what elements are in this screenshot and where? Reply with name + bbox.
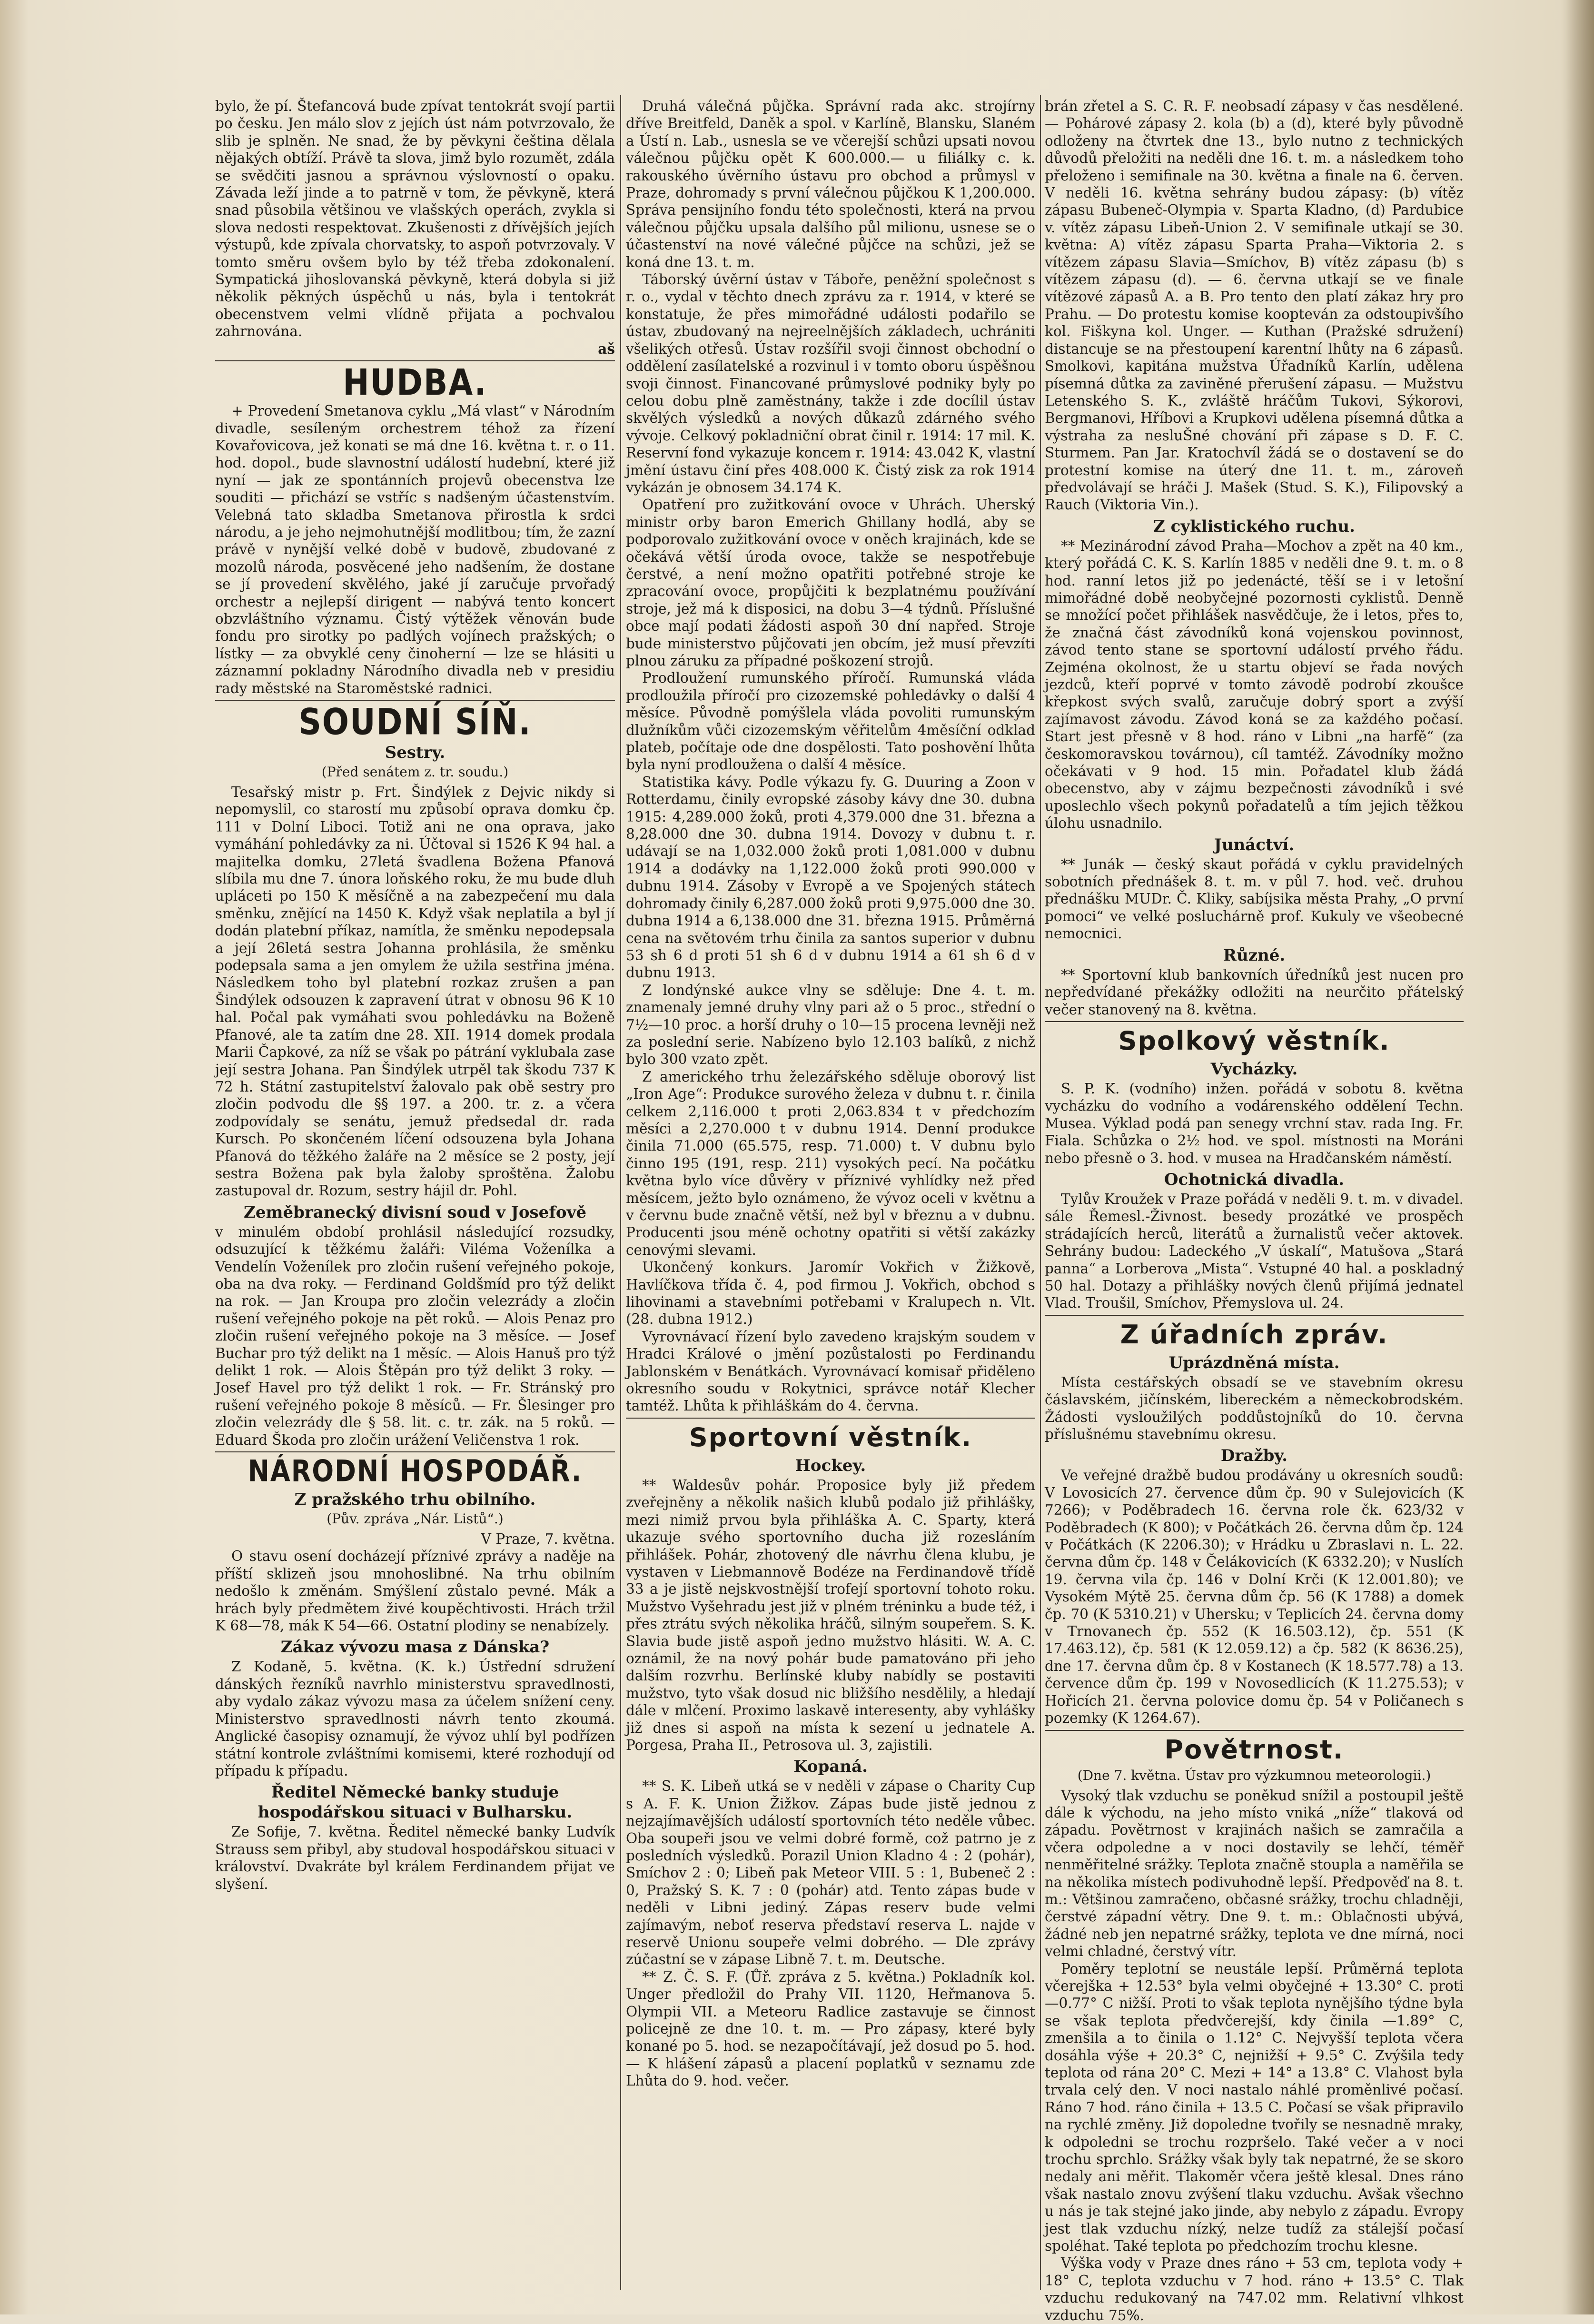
article-heading: Ochotnická divadla. (1164, 1170, 1345, 1189)
article-coffee: Statistika kávy. Podle výkazu fy. G. Duuring a Zoon v Rotterdamu, činily evropské zásoby kávy dne 30. dubna 1915: 4,289.000 žoků, proti 4,379.000 dne 31. března a 8,28.000 dne 30. dubna 1914. Dovozy v dubnu t. r. udávají se na 1,032.000 žoků proti 1,081.000 v dubnu 1914 a dodávky na 1,122.000 žoků proti 990.000 v dubnu 1914. Zásoby v Evropě a ve Spojených státech dohromady činily 6,287.000 žoků proti 9,975.000 dne 30. dubna 1914 a 6,138.000 dne 31. března 1915. Průměrná cena na světovém trhu činila za santos superior v dubnu 53 sh 6 d proti 51 sh 6 d v dubnu 1914 a 61 sh 6 d v dubnu 1913. (626, 774, 1035, 981)
article-heading: Vycházky. (1210, 1059, 1298, 1079)
section-title-clubs: Spolkový věstník. (1118, 1025, 1390, 1056)
article-meat-export: Z Kodaně, 5. května. (K. k.) Ústřední sdružení dánských řezníků navrhlo ministerstvu spravedlnosti, aby vydalo zákaz vývozu masa za účelem snížení ceny. Ministerstvo spravedlnosti návrh tento zkoumá. Anglické časopisy oznamují, že vývoz uhlí byl podřízen státní kontrole zvláštními komisemi, které rozhodují od případu k případu. (215, 1659, 615, 1779)
page-fold-shadow (1561, 0, 1594, 2314)
section-title-music: HUDBA. (343, 361, 487, 404)
theatre-review-end: bylo, že pí. Štefancová bude zpívat tentokrát svojí partii po česku. Jen málo slov z jejích úst nám potvrzovalo, že slib je splněn. Ne snad, že by pěvkyni čeština dělala nějakých obtíží. Právě ta slova, jimž bylo rozumět, zdála se svědčiti jasnou a správnou výslovností o opaku. Závada leží jinde a to patrně v tom, že pěvkyně, která snad působila většinou ve vlašských operách, zvykla si slova nedosti respektovat. Zkušenosti z dřívějších jejích výstupů, kde zpívala chorvatsky, to aspoň potvrzovaly. V tomto směru ovšem bylo by též třeba zdokonalení. Sympatická jihoslovanská pěvkyně, která dobyla si již několik pěkných úspěchů u nás, byla i tentokrát obecenstvem velmi vlídně přijata a pochvalou zahrnována. (215, 98, 615, 340)
article-temperature: Poměry teplotní se neustále lepší. Průměrná teplota včerejška + 12.53° byla velmi obyčejné + 13.30° C. proti —0.77° C nižší. Proti to však teplota nynějšího týdne byla se však teplota předvčerejší, kdy činila —1.89° C, zmenšila a to činila o 1.12° C. Nejvyšší teplota včera dosáhla výše + 20.3° C, nejnižší + 9.5° C. Zvýšila tedy teplota od rána 20° C. Mezi + 14° a 13.8° C. Vlahost byla trvala celý den. V noci nastalo náhlé proměnlivé počasí. Ráno 7 hod. ráno činila + 13.5 C. Počasí se však připravilo na rychlé změny. Již dopoledne tvořily se nesnadně mraky, k odpoledni se trochu rozpršelo. Také večer a v noci trochu sprchlo. Srážky však byly tak nepatrné, že se skoro nedaly ani měřit. Tlakoměr včera ještě klesal. Dnes ráno však nastalo znovu zvýšení tlaku vzduchu. Avšak všechno u nás je tak stejné jako jinde, aby nebylo z západu. Evropy jest tlak vzduchu nízký, nelze tudíž za stálejší počasí spoléhat. Také teplota po předchozím trochu klesne. (1045, 1960, 1464, 2254)
article-amateur-theatre: Tylův Kroužek v Praze pořádá v neděli 9. t. m. v divadel. sále Řemesl.-Živnost. besedy prozátké ve prospěch strádajících herců, literátů a žurnalistů večer aktovek. Sehrány budou: Ladeckého „V úskalí“, Matušova „Stará panna“ a Lorberova „Mista“. Vstupné 40 hal. a poskladný 50 hal. Dotazy a přihlášky nových členů přijímá jednatel Vlad. Troušil, Smíchov, Přemyslova ul. 24. (1045, 1191, 1464, 1311)
article-football-cont: brán zřetel a S. C. R. F. neobsadí zápasy v čas nesdělené. — Pohárové zápasy 2. kola (b) a (d), které byly původně odloženy na čtvrtek dne 13., bylo nutno z technických důvodů přeložiti na neděli dne 16. t. m. a následkem toho přeloženo i semifinale na 30. května a finale na 6. červen. V neděli 16. května sehrány budou zápasy: (b) vítěz zápasu Bubeneč-Olympia v. Sparta Kladno, (d) Pardubice v. vítěz zápasu Libeň-Union 2. V semifinale utkají se 30. května: A) vítěz zápasu Sparta Praha—Viktoria 2. s vítězem zápasu Slavia—Smíchov, B) vítěz zápasu (b) s vítězem zápasu (d). — 6. června utkají se ve finale vítězové zápasů A. a B. Pro tento den platí zákaz hry pro Prahu. — Do protestu komise koopteván za odstoupivšího kol. Fiškyna kol. Unger. — Kuthan (Pražské sdružení) distancuje se na přestoupení karentní lhůty na 6 zápasů. Smolkovi, kapitána mužstva Úřadníků Karlín, udělena písemná důtka za zaviněné přerušení zápasu. — Mužstvu Letenského S. K., zvláště hráčům Tukovi, Sýkorovi, Bergmanovi, Hříbovi a Krupkovi udělena písemná důtka a výstraha za nesluŠné chování při zápase s D. F. C. Sturmem. Pan Jar. Kratochvíl žádá se o dostavení se do protestní komise na úterý dne 11. t. m., zároveň předvolávají se hráči J. Mašek (Stud. S. K.), Filipovský a Rauch (Viktoria Vin.). (1045, 98, 1464, 513)
column-right (1045, 98, 1464, 2324)
article-war-loan: Druhá válečná půjčka. Správní rada akc. strojírny dříve Breitfeld, Daněk a spol. v Karlíně, Blansku, Slaném a Ústí n. Lab., usnesla se ve včerejší schůzi upsati novou válečnou půjčku opět K 600.000.— u filiálky c. k. rakouského úvěrního ústavu pro obchod a průmysl v Praze, dohromady s první válečnou půjčkou K 1,200.000. Správa pensijního fondu této společnosti, která na prvou válečnou půjčku upsala dalšího půl milionu, usnese se o účastenství na nové válečné půjčce na schůzi, jež se koná dne 13. t. m. (626, 98, 1035, 270)
dateline: V Praze, 7. května. (481, 1531, 615, 1548)
article-subheading: (Dne 7. května. Ústav pro výzkumnou meteorologii.) (1077, 1767, 1431, 1783)
section-title-economy: NÁRODNÍ HOSPODÁŘ. (248, 1454, 583, 1489)
article-auctions: Ve veřejné dražbě budou prodávány u okresních soudů: V Lovosicích 27. července dům čp. 90 v Sulejovicích (K 7266); v Poděbradech 16. června role čk. 623/32 v Poděbradech (K 800); v Počátkách 26. června dům čp. 124 v Počátkách (K 2206.30); v Hrádku u Zbraslavi n. L. 22. června dům čp. 148 v Čelákovicích (K 6332.20); v Nuslích 19. června vila čp. 146 v Dolní Krči (K 12.001.80); ve Vysokém Mýtě 25. června dům čp. 56 (K 1788) a domek čp. 70 (K 5310.21) v Uhersku; v Teplicích 24. června domy v Trnovanech čp. 552 (K 16.503.12), čp. 551 (K 17.463.12), čp. 581 (K 12.059.12) a čp. 582 (K 8636.25), dne 17. června dům čp. 8 v Kostanech (K 18.577.78) a 13. července dům čp. 199 v Novosedlicích (K 11.275.53); v Hořicích 21. června polovice domu čp. 54 v Poličanech s pozemky (K 1264.67). (1045, 1467, 1464, 1727)
column-rule (620, 95, 621, 2290)
article-tabor-bank: Táborský úvěrní ústav v Táboře, peněžní společnost s r. o., vydal v těchto dnech zprávu za r. 1914, v které se konstatuje, že přes mimořádné události podařilo se ústav, zbudovaný na nejreelnějších základech, uchrániti všelikých otřesů. Ústav rozšířil svoji činnost obchodní o oddělení zasílatelské a rozvinul i v tomto oboru úspěšnou svoji činnost. Financované průmyslové podniky byly po celou dobu plně zaměstnány, takže i zde docílil ústav skvělých výsledků a nových důkazů zdárného svého vývoje. Celkový pokladniční obrat činil r. 1914: 17 mil. K. Reservní fond vykazuje koncem r. 1914: 43.042 K, vlastní jmění ústavu činí přes 408.000 K. Čistý zisk za rok 1914 vykázán je obnosem 34.174 K. (626, 271, 1035, 496)
article-weather: Vysoký tlak vzduchu se poněkud snížil a postoupil ještě dále k východu, na jeho místo vniká „níže“ tlaková od západu. Povětrnost v krajinách našich se zamračila a včera odpoledne a v noci dostavily se lehčí, téměř nenměřitelné srážky. Teplota značně stoupla a naměřila se na několika místech podivuhodně lepší. Předpověď na 8. t. m.: Většinou zamračeno, občasné srážky, trochu chladněji, čerstvé západní větry. Dne 9. t. m.: Oblačnosti ubývá, žádné neb jen nepatrné srážky, teplota ve dne mírná, noci velmi chladné, čerstvý vítr. (1045, 1787, 1464, 1960)
article-bankruptcy: Ukončený konkurs. Jaromír Vokřich v Žižkově, Havlíčkova třída č. 4, pod firmou J. Vokřich, obchod s lihovinami a stavebními potřebami v Kralupech n. Vlt. (28. dubna 1912.) (626, 1259, 1035, 1328)
author-signature: aš (598, 340, 615, 357)
article-football-2: ** Z. Č. S. F. (Ůř. zpráva z 5. května.) Pokladník kol. Unger předložil do Prahy VII. 1120, Heřmanova 5. Olympii VII. a Meteoru Radlice zastavuje se činnost policejně ze dne 10. t. m. — Pro zápasy, které byly konané po 5. hod. se nezapočítávají, jež dosud po 5. hod. — K hlášení zápasů a placení poplatků v seznamu zde Lhůta do 9. hod. večer. (626, 1968, 1035, 2089)
article-bank-director: Ze Sofije, 7. května. Ředitel německé banky Ludvík Strauss sem přibyl, aby studoval hospodářskou situaci v království. Dvakráte byl králem Ferdinandem přijat ve slyšení. (215, 1824, 615, 1892)
divider (1045, 1730, 1464, 1731)
article-excursions: S. P. K. (vodního) inžen. pořádá v sobotu 8. května vycházku do vodního a vodárenského oddělení Techn. Musea. Výklad podá pan senegy vrchní stav. rada Ing. Fr. Fiala. Schůzka o 2½ hod. ve spol. místnosti na Moráni nebo přesně o 3. hod. v musea na Hradčanském náměstí. (1045, 1080, 1464, 1166)
article-heading: Ředitel Německé banky studuje hospodářskou situaci v Bulharsku. (257, 1783, 573, 1822)
article-misc: ** Sportovní klub bankovních úředníků jest nucen pro nepředvídané překážky odložiti na neurčito přátelský večer stanovený na 8. května. (1045, 966, 1464, 1018)
article-subheading: (Pův. zpráva „Nár. Listů“.) (327, 1511, 504, 1527)
section-title-official: Z úřadních zpráv. (1120, 1319, 1388, 1350)
article-heading: Hockey. (795, 1456, 866, 1475)
article-wool: Z londýnské aukce vlny se sděluje: Dne 4. t. m. znamenaly jemné druhy vlny pari až o 5 proc., střední o 7½—10 proc. a horší druhy o 10—15 procena levněji než za poslední serie. Nabízeno bylo 12.103 balíků, z nichž bylo 300 vzato zpět. (626, 982, 1035, 1068)
article-heading: Z pražského trhu obilního. (294, 1490, 536, 1510)
section-title-sport: Sportovní věstník. (689, 1422, 972, 1452)
column-left (215, 98, 615, 2287)
article-scouts: ** Junák — český skaut pořádá v cyklu pravidelných sobotních přednášek 8. t. m. v půl 7. hod. več. druhou přednášku MUDr. Č. Kliky, sabíjsika města Prahy, „O první pomoci“ ve velké posluchárně prof. Kukuly ve všeobecné nemocnici. (1045, 856, 1464, 942)
article-grain-market: O stavu osení docházejí příznivé zprávy a naděje na příští sklizeň jsou mnohoslibné. Na trhu obilním nedošlo k změnám. Smýšlení zůstalo pevné. Mák a hrách byly předmětem živé koupěchtivosti. Hrách tržil K 68—78, mák K 54—66. Ostatní plodiny se nenabízely. (215, 1548, 615, 1634)
article-music: + Provedení Smetanova cyklu „Má vlast“ v Národním divadle, sesíleným orchestrem téhož za řízení Kovařovicova, jež konati se má dne 16. května t. r. o 11. hod. dopol., bude slavnostní událostí hudební, které již nyní — jak ze spontánních projevů obecenstva lze souditi — přichází se vstříc s nadšeným účastenstvím. Velebná tato skladba Smetanova přirostla k srdci národu, a je jeho nejmohutnější modlitbou; tím, že zazní právě v nynější velké době v budově, zbudované z mozolů národa, posvěcené jeho nadšením, že dostane se jí provedení skvělého, jaké jí zaručuje prvořadý orchestr a nejlepší dirigent — nabývá tento koncert obzvláštního významu. Čistý výtěžek věnován bude fondu pro sirotky po padlých vojínech pražských; o lístky — za obvyklé ceny činoherní — lze se hlásiti u záznamní pokladny Národního divadla neb v presidiu rady městské na Staroměstské radnici. (215, 403, 615, 696)
column-middle (626, 98, 1035, 2287)
divider (215, 1451, 615, 1452)
article-military-court: v minulém období prohlásil následující rozsudky, odsuzující k těžkému žaláři: Viléma Voženílka a Vendelín Voženílek pro zločin rušení veřejného pokoje, oba na dva roky. — Ferdinand Goldšmíd pro týž delikt na rok. — Jan Kroupa pro zločin velezrády a zločin rušení veřejného pokoje na pět roků. — Alois Penaz pro zločin rušení veřejného pokoje na 3 měsíce. — Josef Buchar pro týž delikt na 1 měsíc. — Alois Hanuš pro týž delikt 1 rok. — Alois Štěpán pro týž delikt 3 roky. — Josef Havel pro týž delikt 1 rok. — Fr. Stránský pro rušení veřejného pokoje 8 měsíců. — Fr. Šlesinger pro zločin velezrády dle § 58. lit. c. tr. zák. na 5 roků. — Eduard Škoda pro zločin urážení Veličenstva 1 rok. (215, 1223, 615, 1448)
divider (1045, 1021, 1464, 1022)
article-hockey: ** Waldesův pohár. Proposice byly již předem zveřejněny a několik našich klubů podalo již přihlášky, mezi nimiž prvou byla přihláška A. C. Sparty, která ukazuje svého sportovního ducha již rozesláním přihlášek. Pohár, zhotovený dle návrhu člena klubu, je vystaven v Liebmannově Bodéze na Ferdinandově třídě 33 a je jistě nejskvostnější trofejí sportovní tohoto roku. Mužstvo Vyšehradu jest již v plném tréninku a bude též, i přes ztrátu svých několika hráčů, silným soupeřem. S. K. Slavia bude jistě aspoň jedno mužstvo hlásiti. W. A. C. oznámil, že na nový pohár bude pamatováno při jeho dalším rozvrhu. Berlínské kluby nabídly se postaviti mužstvo, tyto však dosud nic bližšího nesdělily, a hledají dále v mlčení. Proximo laskavě interesenty, aby vyhlášky již dnes si aspoň na místa k sezení u jednatele A. Porgesa, Praha II., Petrosova ul. 3, zajistili. (626, 1477, 1035, 1753)
article-cycling: ** Mezinárodní závod Praha—Mochov a zpět na 40 km., který pořádá C. K. S. Karlín 1885 v neděli dne 9. t. m. o 8 hod. ranní letos již po jedenácté, těší se i v letošní mimořádné době neobyčejné pozornosti cyklistů. Denně se množící počet přihlášek nasvědčuje, že i letos, přes to, že značná část závodníků koná vojenskou povinnost, závod tento stane se sportovní událostí prvého řádu. Zejména okolnost, že u startu objeví se řada nových jezdců, kteří poprvé v tomto závodě podrobí zkoušce křepkost svých svalů, zaručuje dobrý sport a zvýší zajímavost závodu. Závod koná se za každého počasí. Start jest přesně v 8 hod. ráno v Libni „na harfě“ (za českomoravskou továrnou), cíl tamtéž. Závodníky možno očekávati v 9 hod. 15 min. Pořadatel klub žádá obecenstvo, aby v zájmu bezpečnosti závodníků i své uposlechlo všech pokynů pořadatelů a tím jejich těžkou úlohu usnadnilo. (1045, 537, 1464, 832)
article-heading: Z cyklistického ruchu. (1153, 516, 1355, 536)
article-settlement: Vyrovnávací řízení bylo zavedeno krajským soudem v Hradci Králové o jmění pozůstalosti po Ferdinandu Jablonském v Benátkách. Vyrovnávací komisař přiděleno okresního soudu v Rokytnici, správce notář Klecher tamtéž. Lhůta k přihláškám do 4. června. (626, 1328, 1035, 1414)
article-heading: Junáctví. (1214, 835, 1295, 854)
article-heading: Kopaná. (793, 1757, 868, 1777)
article-water-level: Výška vody v Praze dnes ráno + 53 cm, teplota vody + 18° C, teplota vzduchu v 7 hod. ráno + 13.5° C. Tlak vzduchu redukovaný na 747.02 mm. Relativní vlhkost vzduchu 75%. (1045, 2255, 1464, 2324)
article-subheading: (Před senátem z. tr. soudu.) (321, 764, 509, 780)
article-romania: Prodloužení rumunského příročí. Rumunská vláda prodloužila příročí pro cizozemské pohledávky o další 4 měsíce. Původně pomýšlela vláda povoliti rumunským dlužníkům vůči cizozemským věřitelům 4měsíční odklad plateb, počítaje ode dne dospělosti. Tato poshovění lhůta byla nyní prodloužena o další 4 měsíce. (626, 670, 1035, 773)
article-heading: Zákaz vývozu masa z Dánska? (280, 1638, 550, 1657)
article-fruit: Opatření pro zužitkování ovoce v Uhrách. Uherský ministr orby baron Emerich Ghillany hodlá, aby se podporovalo zužitkování ovoce v oněch krajinách, kde se očekává větší úroda ovoce, takže se nespotřebuje čerstvé, a není možno opatřiti potřebné stroje ke zpracování ovoce, propůjčiti k bezplatnému používání stroje, jež má k disposici, na dobu 3—4 týdnů. Příslušné obce mají podati žádosti aspoň 30 dní napřed. Stroje bude ministerstvo půjčovati jen obcím, jež musí převzíti plnou záruku za případné poškození strojů. (626, 497, 1035, 669)
column-rule (1040, 95, 1041, 2290)
article-heading: Různé. (1223, 945, 1286, 965)
divider (626, 1418, 1035, 1419)
section-title-court: SOUDNÍ SÍŇ. (298, 701, 532, 743)
article-heading: Uprázdněná místa. (1168, 1353, 1340, 1372)
article-heading: Dražby. (1220, 1446, 1288, 1466)
divider (1045, 1315, 1464, 1316)
article-football: ** S. K. Libeň utká se v neděli v zápase o Charity Cup s A. F. K. Union Žižkov. Zápas bude jistě jednou z nejzajímavějších událostí sportovních této neděle vůbec. Oba soupeři jsou ve velmi dobré formě, což patrno je z posledních výsledků. Porazil Union Kladno 4 : 2 (pohár), Smíchov 2 : 0; Libeň pak Meteor VIII. 5 : 1, Bubeneč 2 : 0, Pražský S. K. 7 : 0 (pohár) atd. Tento zápas bude v neděli v Libni jediný. Zápas reserv bude velmi zajímavým, neboť reserva představí reserva L. najde v reservě Unionu soupeře velmi dobrého. — Dle zprávy zúčastní se v zápase Libně 7. t. m. Deutsche. (626, 1778, 1035, 1968)
section-title-weather: Povětrnost. (1164, 1734, 1344, 1765)
article-court-sisters: Tesařský mistr p. Frt. Šindýlek z Dejvic nikdy si nepomyslil, co starostí mu způsobí oprava domku čp. 111 v Dolní Liboci. Totiž ani ne ona oprava, jako vymáhání pohledávky za ni. Účtoval si 1526 K 94 hal. a majitelka domku, 27letá švadlena Božena Pfanová slíbila mu dne 7. února loňského roku, že mu bude dluh upláceti po 150 K měsíčně a na zabezpečení mu dala směnku, znějící na 1450 K. Když však neplatila a byl jí dodán platební příkaz, namítla, že směnku nepodepsala a její 26letá sestra Johanna prohlásila, že směnku podepsala sama a jen omylem že užila sestřina jména. Následkem toho byl platební rozkaz zrušen a pan Šindýlek odsouzen k zapravení útrat v obnosu 96 K 10 hal. Počal pak vymáhati svou pohledávku na Boženě Pfanové, ale ta zatím dne 28. XII. 1914 domek prodala Marii Čapkové, za níž se však po pátrání vyklubala zase její sestra Johana. Pan Šindýlek utrpěl tak škodu 737 K 72 h. Státní zastupitelství žalovalo pak obě sestry pro zločin podvodu dle §§ 197. a 200. tr. z. a včera zodpovídaly se senátu, jemuž předsedal dr. rada Kursch. Po skončeném líčení odsouzena byla Johana Pfanová do těžkého žaláře na 2 měsíce se 2 posty, její sestra Božena pak byla žaloby sproštěna. Žalobu zastupoval dr. Rozum, sestry hájil dr. Pohl. (215, 784, 615, 1199)
article-heading: Sestry. (385, 743, 446, 762)
article-iron: Z amerického trhu železářského sděluje oborový list „Iron Age“: Produkce surového železa v dubnu t. r. činila celkem 2,116.000 t proti 2,063.834 t v předchozím měsíci a 2,270.000 t v dubnu 1914. Denní produkce činila 71.000 (65.575, resp. 71.000) t. V dubnu bylo činno 195 (191, resp. 211) vysokých pecí. Na počátku května bylo více důvěry v příznivé vyhlídky než před měsícem, ježto bylo oznámeno, že vývoz oceli v květnu a v červnu bude značně větší, než byl v březnu a v dubnu. Producenti jsou méně ochotny opatřiti si větší zakázky cenovými slevami. (626, 1068, 1035, 1258)
article-vacancies: Místa cestářských obsadí se ve stavebním okresu čáslavském, jičínském, libereckém a německobrodském. Žádosti vysloužilých poddůstojníků do 10. června příslušnému stavebnímu okresu. (1045, 1374, 1464, 1442)
article-heading: Zeměbranecký divisní soud v Josefově (244, 1202, 586, 1222)
